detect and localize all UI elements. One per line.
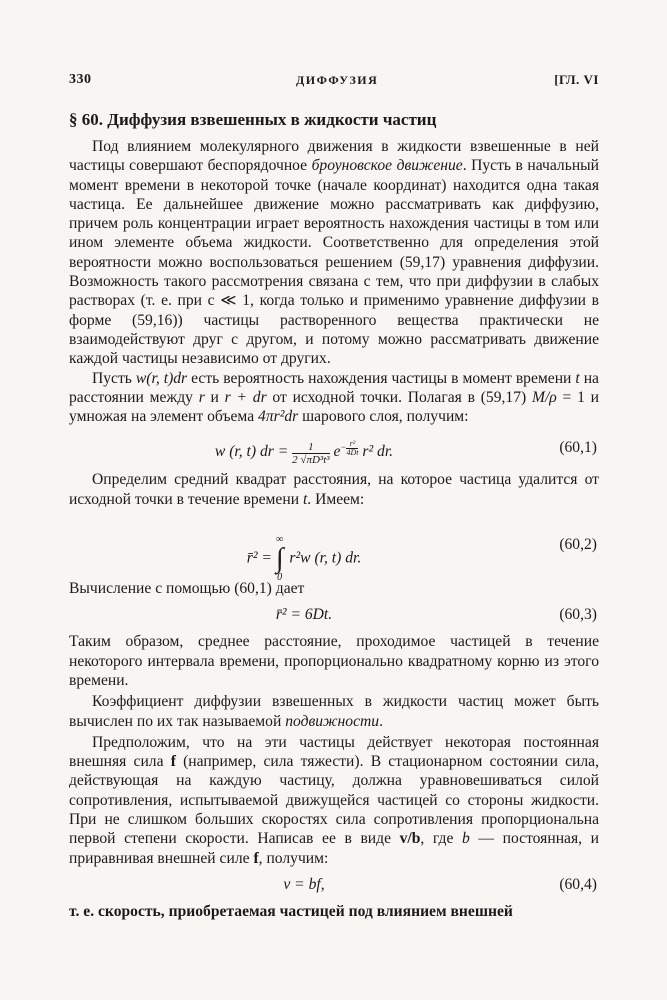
equation-label: (60,3) <box>559 606 597 624</box>
math-inline: r + dr <box>224 388 267 406</box>
math-inline: 4πr²dr <box>258 408 299 426</box>
text-run: Коэффициент диффузии взвешенных в жидкости частиц может быть вычислен по их так называемой <box>69 693 599 730</box>
equation-formula: v = bf, <box>283 875 325 893</box>
text-run: шарового слоя, получим: <box>298 408 469 426</box>
equation-60-3 <box>69 602 599 628</box>
equation-formula <box>69 535 539 583</box>
text-run: Пусть <box>92 369 136 387</box>
text-run: — постоянная, и приравнивая внешней силе <box>69 830 599 867</box>
exponent-numerator: r² <box>349 438 356 448</box>
text-run: Определим средний квадрат расстояния, на которое частица удалится от исходной точки в течение времени <box>69 471 599 508</box>
equation-formula <box>69 438 539 465</box>
equation-60-2 <box>69 513 599 584</box>
text-run: (например, сила тяжести). В стационарном состоянии сила, действующая на каждую частицу, должна уравновешиваться силой сопротивления, испытываемой движущейся частицей со стороны жидкости. При не слишком больших скоростях сила сопротивления пропорциональна первой степени скорости. Написав ее в виде <box>69 753 599 848</box>
text-run: есть вероятность нахождения частицы в момент времени <box>187 369 576 387</box>
equation-lhs: r̄² = <box>246 549 272 567</box>
running-title: ДИФФУЗИЯ <box>296 73 379 87</box>
integral-symbol: ∫ <box>275 543 284 575</box>
paragraph-4: Вычисление с помощью (60,1) дает <box>69 580 305 598</box>
integral-lower-limit: 0 <box>277 572 283 584</box>
text-run: от исходной точки. Полагая в (59,17) <box>266 388 532 406</box>
integral-sign <box>276 535 284 583</box>
equation-rhs: r²w (r, t) dr. <box>289 549 362 567</box>
math-inline: t <box>575 369 580 387</box>
math-inline: t <box>302 490 308 508</box>
paragraph-6 <box>69 692 599 731</box>
chapter-label: [ГЛ. VI <box>554 72 599 87</box>
exponential: e <box>333 443 341 461</box>
math-inline: b <box>462 830 470 848</box>
equation-formula: r̄² = 6Dt. <box>275 606 333 624</box>
text-run: и <box>204 388 225 406</box>
paragraph-5: Таким образом, среднее расстояние, проходимое частицей в течение некоторого интервала времени, пропорционально квадратному корню из этого времени. <box>69 633 599 689</box>
section-title: § 60. Диффузия взвешенных в жидкости частиц <box>69 110 437 129</box>
text-run: = 1 и умножая на элемент объема <box>69 388 599 426</box>
equation-lhs: w (r, t) dr = <box>214 443 289 461</box>
body-text <box>69 137 599 921</box>
math-inline: w(r, t)dr <box>135 369 188 387</box>
equation-60-1 <box>69 430 599 466</box>
text-run: на расстоянии между <box>69 369 599 406</box>
equation-label: (60,4) <box>559 875 597 893</box>
equation-label: (60,1) <box>559 439 597 457</box>
paragraph-8: т. е. скорость, приобретаемая частицей под влиянием внешней <box>69 902 513 920</box>
math-inline: M/ρ <box>531 388 557 406</box>
fraction <box>292 441 329 466</box>
page-number: 330 <box>69 72 92 87</box>
math-inline: r <box>198 388 205 406</box>
text-run: . <box>379 712 383 730</box>
equation-60-4 <box>69 872 599 898</box>
paragraph-7 <box>69 733 599 868</box>
text-run: Предположим, что на эти частицы действует некоторая постоянная внешняя сила <box>69 733 599 771</box>
fraction-numerator: 1 <box>308 440 314 453</box>
text-run: Под влиянием молекулярного движения в жидкости взвешенные в ней частицы совершают беспорядочное <box>69 138 599 175</box>
text-run: , получим: <box>258 849 329 867</box>
text-run: . Имеем: <box>307 490 365 508</box>
vector-symbol: f <box>253 849 259 867</box>
paragraph-3 <box>69 470 599 509</box>
text-run: , где <box>420 830 463 848</box>
paragraph-1 <box>69 137 599 369</box>
text-run: . Пусть в начальный момент времени в некоторой точке (начале координат) находится одна такая частица. Ее дальнейшее движение можно рассматривать как диффузию, причем роль концентрации играет вероятность нахождения частицы в том или ином элементе объема жидкости. Соответственно для определения этой вероятности можно воспользоваться решением (59,17) уравнения диффузии. Возможность такого рассмотрения связана с тем, что при диффузии в слабых растворах (т. е. при c ≪ 1, когда только и применимо уравнение диффузии в форме (59,16)) частицы растворенного вещества практически не взаимодействуют друг с другом, и потому можно рассматривать движение каждой частицы независимо от других. <box>69 157 599 368</box>
fraction-denominator: 2 √πD³t³ <box>292 453 330 466</box>
math-inline: v/b <box>399 830 421 848</box>
equation-label: (60,2) <box>559 536 597 554</box>
emphasis-text: подвижности <box>285 712 380 730</box>
emphasis-text: броуновское движение <box>311 157 463 175</box>
paragraph-2 <box>69 369 599 427</box>
integral-upper-limit: ∞ <box>276 534 284 546</box>
vector-symbol: f <box>170 753 176 771</box>
equation-rhs: r² dr. <box>362 443 394 461</box>
exponent: − r² 4Dt <box>340 438 359 457</box>
exponent-denominator: 4Dt <box>346 447 359 457</box>
